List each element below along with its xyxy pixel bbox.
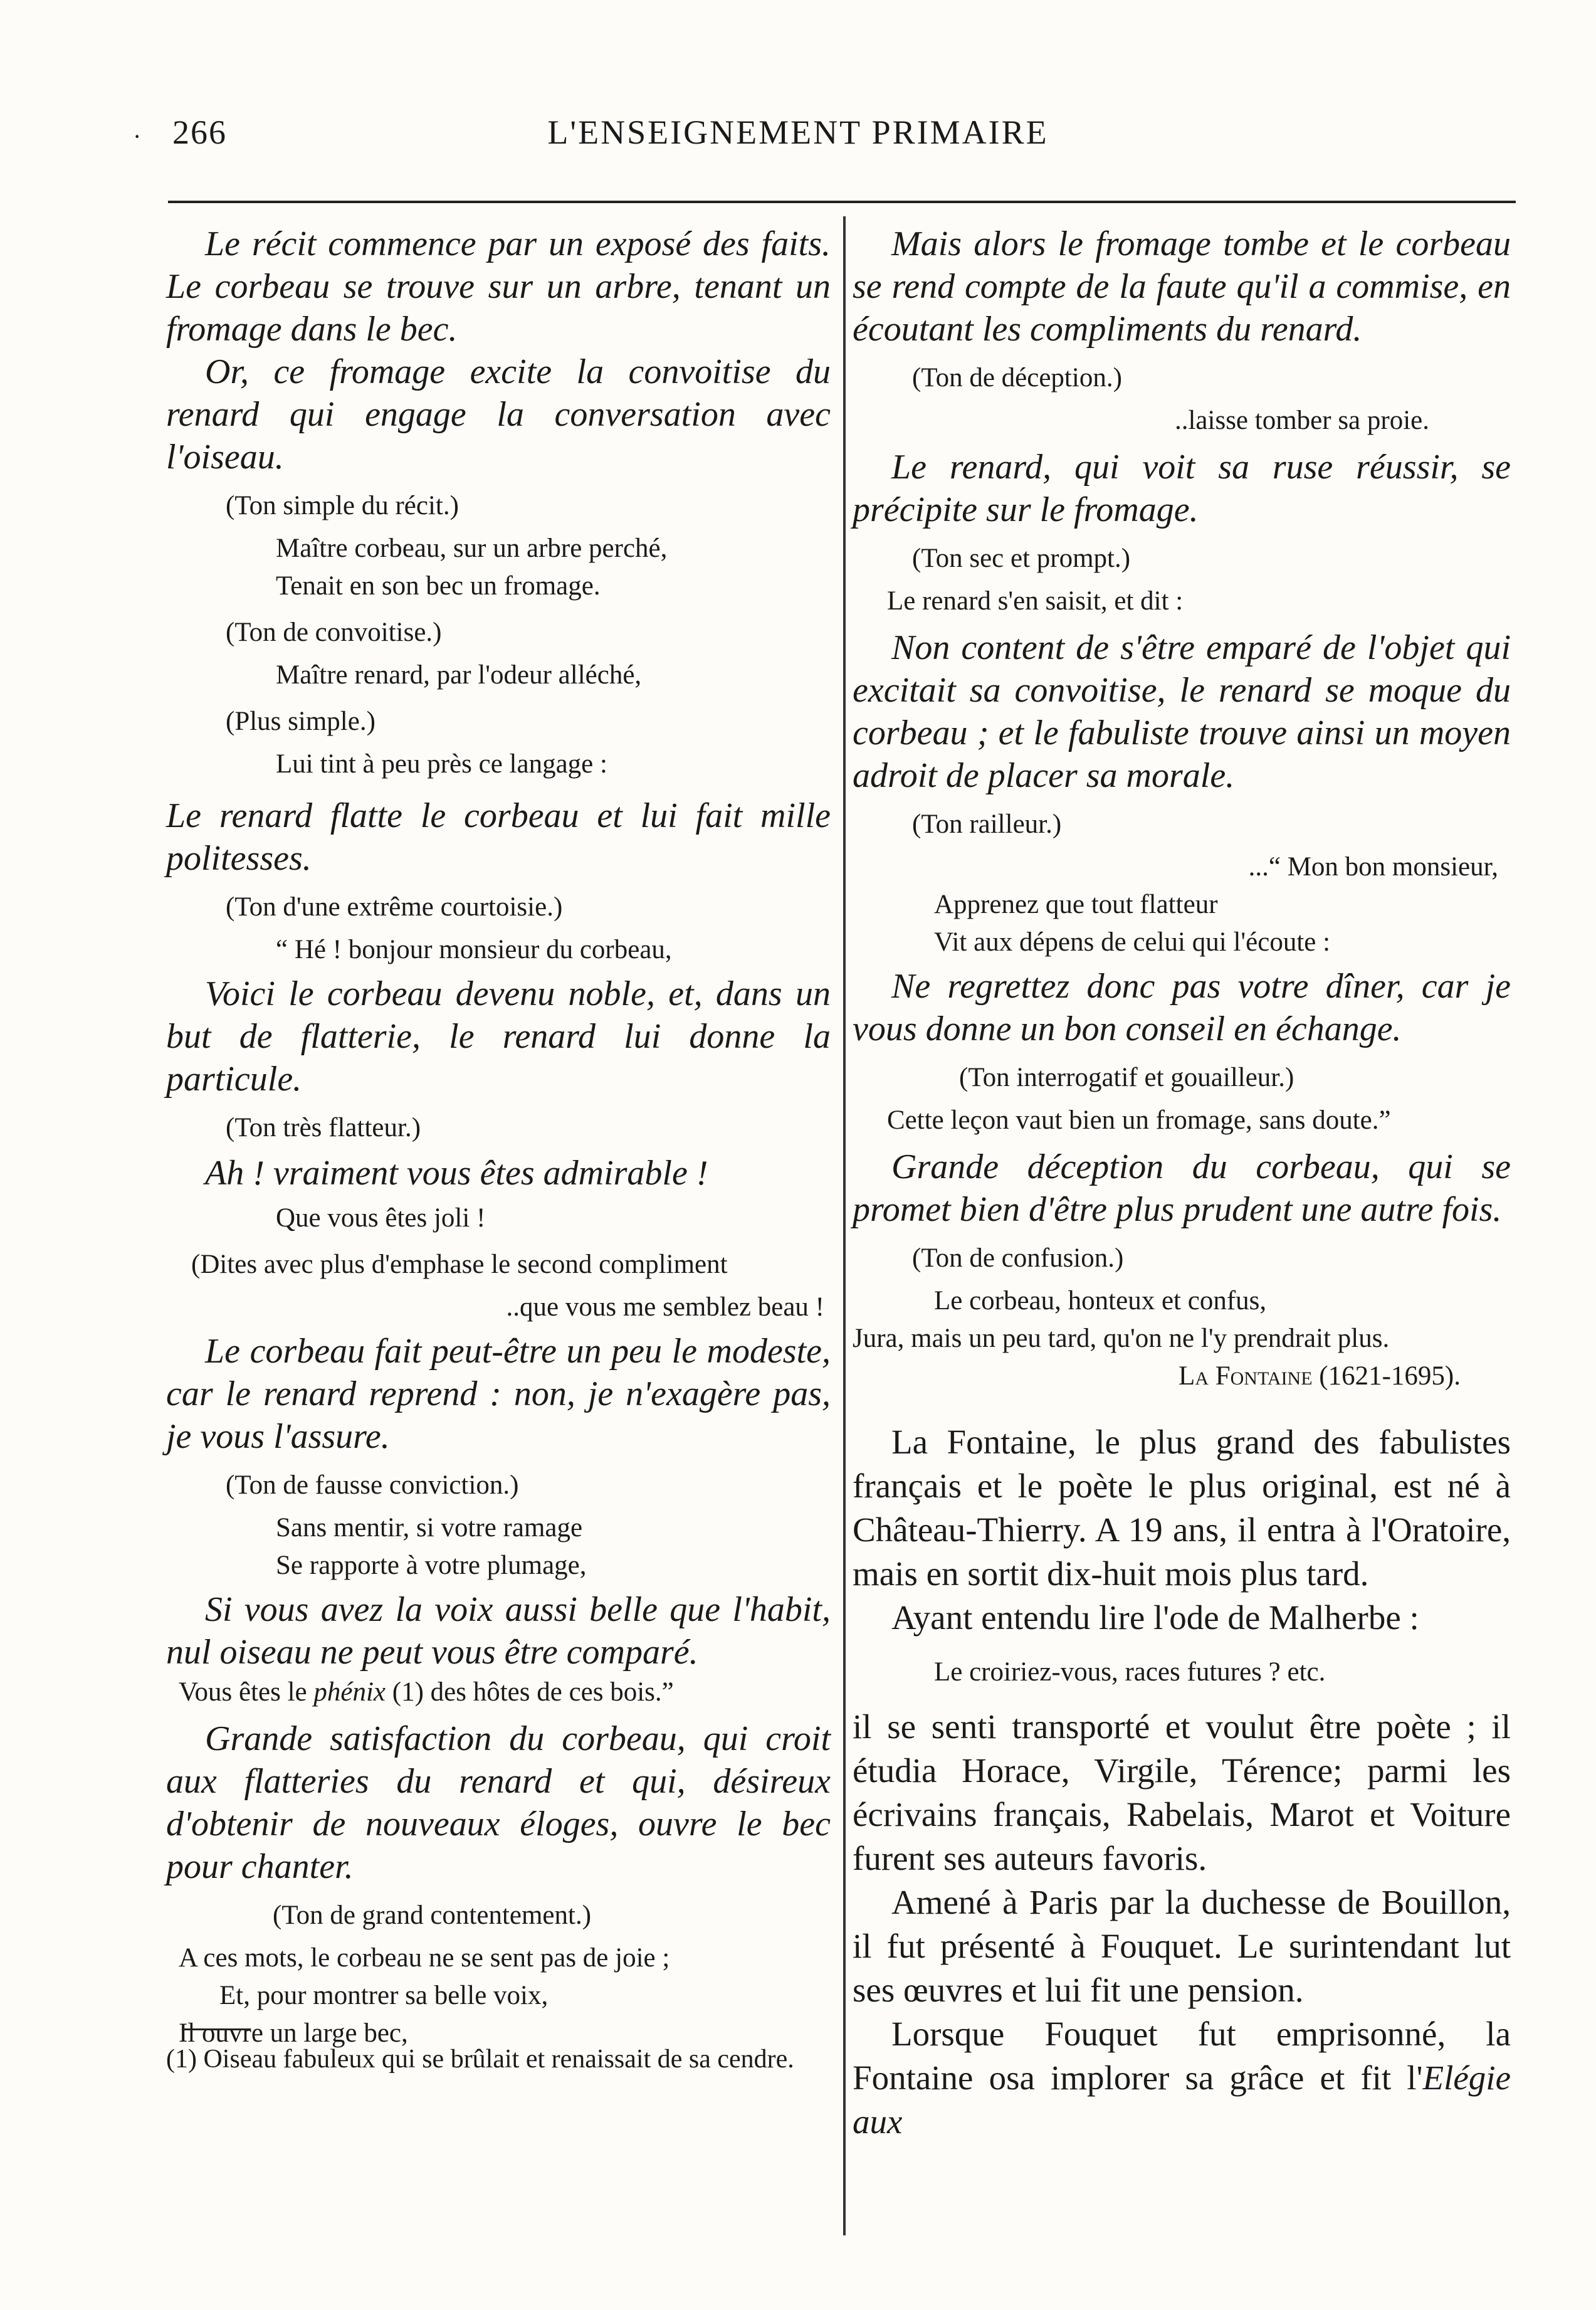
reading-cue: (Dites avec plus d'emphase le second compliment xyxy=(191,1250,728,1279)
verse-line: Que vous êtes joli ! xyxy=(276,1203,486,1233)
biography-paragraph xyxy=(853,2012,1511,2144)
verse-line: Sans mentir, si votre ramage xyxy=(276,1513,583,1543)
reading-cue: (Ton sec et prompt.) xyxy=(912,544,1131,573)
commentary: Le renard, qui voit sa ruse réussir, se précipite sur le fromage. xyxy=(853,448,1511,529)
commentary: Le renard flatte le corbeau et lui fait mille politesses. xyxy=(166,796,831,878)
footnote: (1) Oiseau fabuleux qui se brûlait et renaissait de sa cendre. xyxy=(166,2045,794,2074)
margin-mark: · xyxy=(133,122,142,150)
reading-cue: (Ton de fausse conviction.) xyxy=(226,1470,519,1500)
reading-cue: (Ton de confusion.) xyxy=(912,1243,1124,1273)
running-title: L'ENSEIGNEMENT PRIMAIRE xyxy=(547,113,1049,151)
commentary: Ah ! vraiment vous êtes admirable ! xyxy=(205,1154,708,1193)
commentary: Mais alors le fromage tombe et le corbeau se rend compte de la faute qu'il a commise, en écoutant les compliments du renard. xyxy=(853,224,1511,349)
commentary: Le récit commence par un exposé des faits. Le corbeau se trouve sur un arbre, tenant un fromage dans le bec. xyxy=(166,224,831,349)
commentary: Le corbeau fait peut-être un peu le modeste, car le renard reprend : non, je n'exagère pas, je vous l'assure. xyxy=(166,1332,831,1456)
commentary: Voici le corbeau devenu noble, et, dans un but de flatterie, le renard lui donne la particule. xyxy=(166,974,831,1099)
biography-paragraph: La Fontaine, le plus grand des fabulistes français et le poète le plus original, est né à Château-Thierry. A 19 ans, il entra à l'Oratoire, mais en sortit dix-huit mois plus tard. xyxy=(853,1423,1511,1593)
reading-cue: (Plus simple.) xyxy=(226,707,375,736)
verse-line: Apprenez que tout flatteur xyxy=(934,890,1218,919)
commentary: Ne regrettez donc pas votre dîner, car je vous donne un bon conseil en échange. xyxy=(853,967,1511,1048)
reading-cue: (Ton très flatteur.) xyxy=(226,1113,421,1142)
verse-line: Vit aux dépens de celui qui l'écoute : xyxy=(934,927,1331,957)
reading-cue: (Ton de convoitise.) xyxy=(226,618,442,647)
verse-italic: phénix xyxy=(313,1677,386,1707)
verse-line: Jura, mais un peu tard, qu'on ne l'y prendrait plus. xyxy=(853,1324,1390,1353)
verse-line: Cette leçon vaut bien un fromage, sans doute.” xyxy=(887,1105,1391,1135)
reading-cue: (Ton railleur.) xyxy=(912,810,1062,839)
reading-cue: (Ton interrogatif et gouailleur.) xyxy=(959,1063,1294,1092)
verse-line: “ Hé ! bonjour monsieur du corbeau, xyxy=(276,935,672,964)
reading-cue: (Ton de grand contentement.) xyxy=(273,1901,592,1930)
commentary: Non content de s'être emparé de l'objet qui excitait sa convoitise, le renard se moque du corbeau ; et le fabuliste trouve ainsi un moyen adroit de placer sa morale. xyxy=(853,628,1511,795)
left-column xyxy=(166,223,831,2052)
verse-line: ..laisse tomber sa proie. xyxy=(1174,406,1429,435)
commentary: Or, ce fromage excite la convoitise du renard qui engage la conversation avec l'oiseau. xyxy=(166,352,831,477)
verse-line: ...“ Mon bon monsieur, xyxy=(1248,852,1498,882)
quoted-verse: Le croiriez-vous, races futures ? etc. xyxy=(934,1657,1326,1687)
biography-paragraph: il se senti transporté et voulut être poète ; il étudia Horace, Virgile, Térence; parmi les écrivains français, Rabelais, Marot et Voiture furent ses auteurs favoris. xyxy=(853,1707,1511,1877)
reading-cue: (Ton d'une extrême courtoisie.) xyxy=(226,892,563,922)
right-column xyxy=(853,223,1511,2144)
reading-cue: (Ton de déception.) xyxy=(912,363,1122,393)
verse-line: Maître renard, par l'odeur alléché, xyxy=(276,660,642,690)
verse-line: A ces mots, le corbeau ne se sent pas de joie ; xyxy=(179,1943,670,1973)
commentary: Grande déception du corbeau, qui se promet bien d'être plus prudent une autre fois. xyxy=(853,1147,1511,1229)
verse-line: Il ouvre un large bec, xyxy=(179,2018,408,2048)
page-header xyxy=(0,113,1596,182)
verse-line: Lui tint à peu près ce langage : xyxy=(276,749,607,779)
verse-text: (1) des hôtes de ces bois.” xyxy=(386,1677,674,1707)
biography-italic: Elégie aux xyxy=(853,2059,1511,2141)
column-divider xyxy=(843,216,846,2235)
verse-line xyxy=(166,1674,831,1711)
biography-text: Lorsque Fouquet fut emprisonné, la Fontaine osa implorer sa grâce et fit l' xyxy=(853,2015,1511,2097)
verse-line: Le renard s'en saisit, et dit : xyxy=(887,586,1184,616)
header-rule xyxy=(168,201,1516,203)
page-number: 266 xyxy=(172,113,227,151)
commentary: Si vous avez la voix aussi belle que l'habit, nul oiseau ne peut vous être comparé. xyxy=(166,1590,831,1672)
verse-line: Et, pour montrer sa belle voix, xyxy=(219,1981,549,2010)
biography-paragraph: Ayant entendu lire l'ode de Malherbe : xyxy=(891,1598,1419,1637)
verse-line: Maître corbeau, sur un arbre perché, xyxy=(276,534,668,563)
verse-line: Se rapporte à votre plumage, xyxy=(276,1551,587,1580)
commentary: Grande satisfaction du corbeau, qui croit aux flatteries du renard et qui, désireux d'obtenir de nouveaux éloges, ouvre le bec pour chanter. xyxy=(166,1719,831,1886)
verse-line: ..que vous me semblez beau ! xyxy=(506,1292,824,1322)
biography-paragraph: Amené à Paris par la duchesse de Bouillon, il fut présenté à Fouquet. Le surintendant lut ses œuvres et lui fit une pension. xyxy=(853,1883,1511,2009)
reading-cue: (Ton simple du récit.) xyxy=(226,491,459,520)
attribution: La Fontaine (1621-1695). xyxy=(1179,1361,1461,1391)
footnote-rule xyxy=(182,2028,251,2030)
verse-line: Le corbeau, honteux et confus, xyxy=(934,1286,1267,1316)
verse-line: Tenait en son bec un fromage. xyxy=(276,571,601,601)
verse-text: Vous êtes le xyxy=(179,1677,314,1707)
